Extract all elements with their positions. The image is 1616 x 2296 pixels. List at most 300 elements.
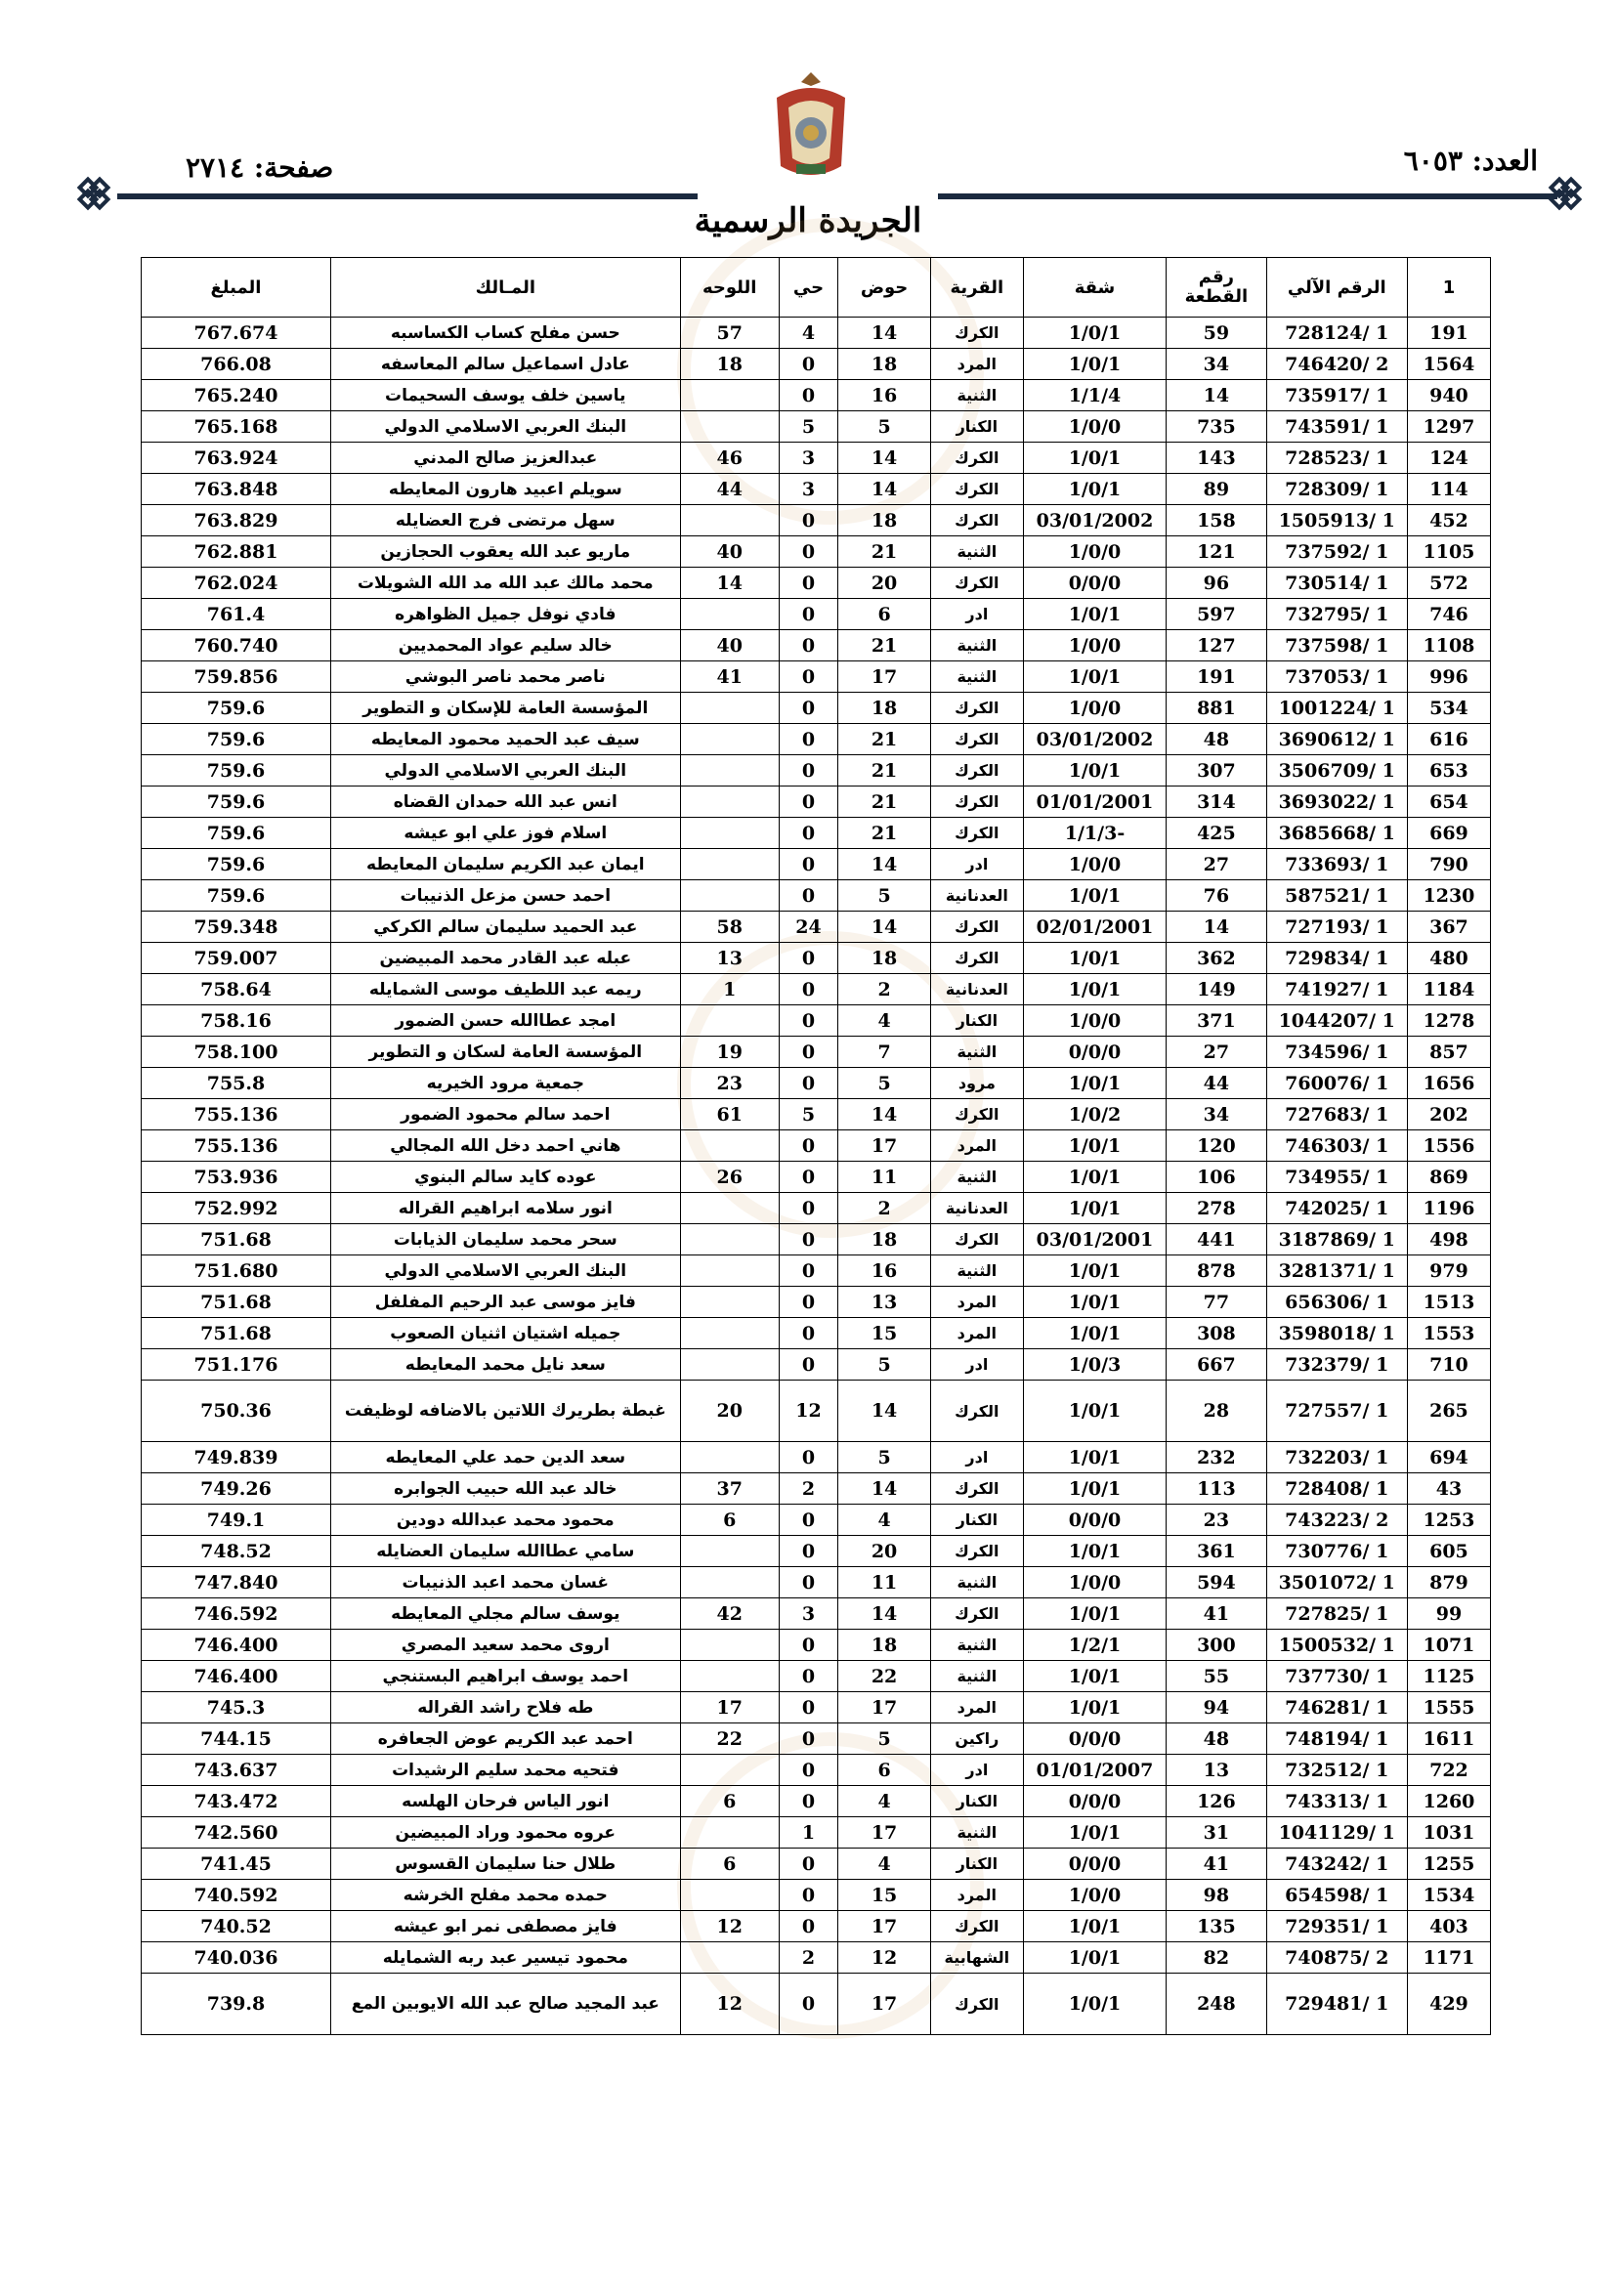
table-cell: 5 <box>779 1099 837 1130</box>
table-row <box>142 380 1491 411</box>
table-cell: 5 <box>838 1349 931 1381</box>
table-row <box>142 912 1491 943</box>
table-cell: 1/0/1 <box>1023 599 1167 630</box>
table-cell: الكرك <box>930 505 1023 536</box>
table-cell: 43 <box>1407 1473 1490 1505</box>
table-cell: 2 <box>838 974 931 1005</box>
table-cell: 1/0/1 <box>1023 1661 1167 1692</box>
table-cell: فادي نوفل جميل الظواهره <box>330 599 680 630</box>
table-cell: 96 <box>1167 568 1266 599</box>
table-cell: 308 <box>1167 1318 1266 1349</box>
table-cell: 76 <box>1167 880 1266 912</box>
table-cell: 1 /741927 <box>1266 974 1407 1005</box>
table-cell: 0 <box>779 880 837 912</box>
table-cell: 13 <box>1167 1755 1266 1786</box>
table-cell: احمد عبد الكريم عوض الجعافره <box>330 1723 680 1755</box>
table-cell: طه فلاح راشد القراله <box>330 1692 680 1723</box>
table-cell: 746.400 <box>142 1661 331 1692</box>
table-cell: 14 <box>838 1381 931 1442</box>
table-cell: 1/0/1 <box>1023 755 1167 787</box>
table-cell: 741.45 <box>142 1849 331 1880</box>
table-cell: الكنار <box>930 1005 1023 1037</box>
table-cell: 114 <box>1407 474 1490 505</box>
table-cell: 6 <box>680 1786 779 1817</box>
header-rule-right <box>938 193 1557 199</box>
table-cell: 1 /3187869 <box>1266 1224 1407 1255</box>
table-cell: انس عبد الله حمدان القضاه <box>330 787 680 818</box>
table-cell: 765.240 <box>142 380 331 411</box>
table-row <box>142 443 1491 474</box>
table-cell: 498 <box>1407 1224 1490 1255</box>
table-cell: 12 <box>680 1974 779 2035</box>
table-cell: -1/1/3 <box>1023 818 1167 849</box>
table-cell: 751.68 <box>142 1318 331 1349</box>
table-cell: العدنانية <box>930 880 1023 912</box>
table-cell: 149 <box>1167 974 1266 1005</box>
table-cell: العدنانية <box>930 1193 1023 1224</box>
table-cell: 0 <box>779 974 837 1005</box>
table-cell: 1 /728523 <box>1266 443 1407 474</box>
table-cell: 1 /742025 <box>1266 1193 1407 1224</box>
table-cell: الكرك <box>930 1536 1023 1567</box>
table-cell: 0/0/0 <box>1023 1723 1167 1755</box>
table-cell: 5 <box>838 880 931 912</box>
table-cell: ادر <box>930 599 1023 630</box>
table-cell: 21 <box>838 724 931 755</box>
table-cell: سحر محمد سليمان الذيابات <box>330 1224 680 1255</box>
table-cell: 12 <box>838 1942 931 1974</box>
table-cell: 0 <box>779 943 837 974</box>
table-row <box>142 474 1491 505</box>
table-cell: الثنية <box>930 1255 1023 1287</box>
table-cell: 202 <box>1407 1099 1490 1130</box>
table-cell: 1513 <box>1407 1287 1490 1318</box>
table-cell: 1 /732379 <box>1266 1349 1407 1381</box>
table-cell: 742.560 <box>142 1817 331 1849</box>
table-cell: 743.637 <box>142 1755 331 1786</box>
table-cell: مرود <box>930 1068 1023 1099</box>
table-row <box>142 599 1491 630</box>
table-cell: 22 <box>838 1661 931 1692</box>
table-cell: محمود محمد عبدالله دودين <box>330 1505 680 1536</box>
table-cell: 41 <box>1167 1849 1266 1880</box>
table-row <box>142 1567 1491 1598</box>
table-cell: 02/01/2001 <box>1023 912 1167 943</box>
table-row <box>142 849 1491 880</box>
table-row <box>142 787 1491 818</box>
table-cell: الكرك <box>930 318 1023 349</box>
table-cell: 44 <box>680 474 779 505</box>
table-cell: 1 /3598018 <box>1266 1318 1407 1349</box>
table-cell: 0 <box>779 849 837 880</box>
table-row <box>142 1723 1491 1755</box>
table-cell: 759.007 <box>142 943 331 974</box>
table-cell: 441 <box>1167 1224 1266 1255</box>
table-cell: 751.680 <box>142 1255 331 1287</box>
table-cell: 14 <box>838 443 931 474</box>
table-cell: 15 <box>838 1880 931 1911</box>
table-cell: 1 /748194 <box>1266 1723 1407 1755</box>
table-cell: 0 <box>779 1630 837 1661</box>
table-cell <box>680 380 779 411</box>
table-row <box>142 1911 1491 1942</box>
table-cell: 0 <box>779 1505 837 1536</box>
table-cell: الكرك <box>930 755 1023 787</box>
table-cell <box>680 1130 779 1162</box>
table-row <box>142 943 1491 974</box>
table-cell: 1 /1001224 <box>1266 693 1407 724</box>
table-cell: 1 /746281 <box>1266 1692 1407 1723</box>
table-cell: 23 <box>1167 1505 1266 1536</box>
table-row <box>142 1505 1491 1536</box>
table-cell: 758.100 <box>142 1037 331 1068</box>
table-cell: 1 /3501072 <box>1266 1567 1407 1598</box>
table-cell: ادر <box>930 1349 1023 1381</box>
table-cell <box>680 505 779 536</box>
table-cell: سامي عطاالله سليمان العضايله <box>330 1536 680 1567</box>
table-cell: 425 <box>1167 818 1266 849</box>
table-row <box>142 661 1491 693</box>
table-cell: 878 <box>1167 1255 1266 1287</box>
table-cell: انور سلامه ابراهيم القراله <box>330 1193 680 1224</box>
table-cell: 1253 <box>1407 1505 1490 1536</box>
table-cell: احمد يوسف ابراهيم البستنجي <box>330 1661 680 1692</box>
table-cell: 1/0/1 <box>1023 1162 1167 1193</box>
table-cell: 747.840 <box>142 1567 331 1598</box>
table-cell: الكرك <box>930 1911 1023 1942</box>
table-cell: 0 <box>779 568 837 599</box>
table-cell: 98 <box>1167 1880 1266 1911</box>
table-cell: 1/0/1 <box>1023 1817 1167 1849</box>
table-cell: المرد <box>930 349 1023 380</box>
table-cell: عبد الحميد سليمان سالم الكركي <box>330 912 680 943</box>
table-cell: 0 <box>779 380 837 411</box>
table-cell: 1 /743242 <box>1266 1849 1407 1880</box>
table-cell <box>680 599 779 630</box>
table-cell: 1/0/1 <box>1023 943 1167 974</box>
table-cell: عبله عبد القادر محمد المبيضين <box>330 943 680 974</box>
table-cell: 20 <box>838 568 931 599</box>
table-cell: طلال حنا سليمان القسوس <box>330 1849 680 1880</box>
table-cell: 13 <box>838 1287 931 1318</box>
table-row <box>142 1068 1491 1099</box>
table-cell: 26 <box>680 1162 779 1193</box>
table-cell: غسان محمد اعبد الذنيبات <box>330 1567 680 1598</box>
table-cell: 1/0/1 <box>1023 661 1167 693</box>
table-cell: 1556 <box>1407 1130 1490 1162</box>
table-cell: 0 <box>779 1068 837 1099</box>
table-row <box>142 1193 1491 1224</box>
table-cell: 126 <box>1167 1786 1266 1817</box>
table-cell: 2 <box>779 1942 837 1974</box>
table-cell: 1/0/2 <box>1023 1099 1167 1130</box>
table-row <box>142 1099 1491 1130</box>
table-cell: 0 <box>779 1037 837 1068</box>
table-cell: 1/0/0 <box>1023 1567 1167 1598</box>
table-row <box>142 568 1491 599</box>
table-cell: 755.136 <box>142 1130 331 1162</box>
table-cell: 113 <box>1167 1473 1266 1505</box>
table-cell: 746 <box>1407 599 1490 630</box>
table-cell <box>680 1224 779 1255</box>
table-cell: 58 <box>680 912 779 943</box>
table-cell: 2 /740875 <box>1266 1942 1407 1974</box>
table-cell: 4 <box>838 1005 931 1037</box>
table-cell: 1 /1041129 <box>1266 1817 1407 1849</box>
table-row <box>142 818 1491 849</box>
table-cell: 1108 <box>1407 630 1490 661</box>
table-cell: 314 <box>1167 787 1266 818</box>
coat-of-arms-icon <box>767 68 855 186</box>
table-cell: 0 <box>779 1442 837 1473</box>
table-cell: 1260 <box>1407 1786 1490 1817</box>
table-row <box>142 1817 1491 1849</box>
table-cell: 6 <box>838 1755 931 1786</box>
table-cell <box>680 880 779 912</box>
table-cell: 743.472 <box>142 1786 331 1817</box>
table-cell: جمعية مرود الخيريه <box>330 1068 680 1099</box>
col-header: المبلغ <box>142 258 331 318</box>
table-cell: 14 <box>838 1099 931 1130</box>
table-cell: 1/0/1 <box>1023 1536 1167 1567</box>
table-cell: 1/0/1 <box>1023 1255 1167 1287</box>
table-cell: 15 <box>838 1318 931 1349</box>
table-cell: احمد حسن مزعل الذنيبات <box>330 880 680 912</box>
table-row <box>142 349 1491 380</box>
table-cell: 20 <box>680 1381 779 1442</box>
table-cell: 21 <box>838 755 931 787</box>
table-cell: 18 <box>838 1224 931 1255</box>
table-cell: 40 <box>680 630 779 661</box>
table-cell: 1 /737598 <box>1266 630 1407 661</box>
table-cell: 0 <box>779 1287 837 1318</box>
table-cell: 0 <box>779 1880 837 1911</box>
table-cell <box>680 693 779 724</box>
table-cell: 1/0/1 <box>1023 1068 1167 1099</box>
table-cell: 191 <box>1407 318 1490 349</box>
table-cell: 759.856 <box>142 661 331 693</box>
table-cell: 755.136 <box>142 1099 331 1130</box>
table-cell: 1611 <box>1407 1723 1490 1755</box>
table-cell: 21 <box>838 536 931 568</box>
table-cell: 1196 <box>1407 1193 1490 1224</box>
table-cell: 1/0/1 <box>1023 1193 1167 1224</box>
table-cell: 4 <box>838 1786 931 1817</box>
table-cell: 758.64 <box>142 974 331 1005</box>
table-cell: 735 <box>1167 411 1266 443</box>
table-cell: 03/01/2002 <box>1023 505 1167 536</box>
table-cell: 452 <box>1407 505 1490 536</box>
table-cell: 1 /734596 <box>1266 1037 1407 1068</box>
table-cell: خالد عبد الله حبيب الجوابره <box>330 1473 680 1505</box>
table-cell: البنك العربي الاسلامي الدولي <box>330 411 680 443</box>
table-cell: 1 /3693022 <box>1266 787 1407 818</box>
table-cell: سعد الدين حمد علي المعايطه <box>330 1442 680 1473</box>
col-header: رقم القطعة <box>1167 258 1266 318</box>
table-cell: الكرك <box>930 818 1023 849</box>
table-cell: 232 <box>1167 1442 1266 1473</box>
table-cell: الكرك <box>930 1598 1023 1630</box>
table-cell: 0 <box>779 661 837 693</box>
table-cell: ريمه عبد اللطيف موسى الشمايله <box>330 974 680 1005</box>
table-cell: راكين <box>930 1723 1023 1755</box>
col-header: حوض <box>838 258 931 318</box>
table-cell: 19 <box>680 1037 779 1068</box>
table-cell: 759.6 <box>142 693 331 724</box>
table-cell: 48 <box>1167 1723 1266 1755</box>
table-cell: 1 /732795 <box>1266 599 1407 630</box>
table-cell: 1 /728309 <box>1266 474 1407 505</box>
table-cell: 1 /729834 <box>1266 943 1407 974</box>
table-cell: 1 /1044207 <box>1266 1005 1407 1037</box>
table-cell: 94 <box>1167 1692 1266 1723</box>
table-cell: 18 <box>838 505 931 536</box>
table-cell: 57 <box>680 318 779 349</box>
table-cell: 6 <box>680 1849 779 1880</box>
table-cell: 0 <box>779 1536 837 1567</box>
table-cell: 1/0/1 <box>1023 1692 1167 1723</box>
table-cell: 765.168 <box>142 411 331 443</box>
table-cell <box>680 1287 779 1318</box>
table-cell: 763.924 <box>142 443 331 474</box>
table-cell: الكنار <box>930 1786 1023 1817</box>
table-row <box>142 318 1491 349</box>
table-cell: 1553 <box>1407 1318 1490 1349</box>
table-cell: 1 /1505913 <box>1266 505 1407 536</box>
table-cell: 1171 <box>1407 1942 1490 1974</box>
table-cell: سويلم اعبيد هارون المعايطه <box>330 474 680 505</box>
table-cell: 24 <box>779 912 837 943</box>
table-cell: البنك العربي الاسلامي الدولي <box>330 1255 680 1287</box>
table-cell: الثنية <box>930 1630 1023 1661</box>
table-header-row <box>142 258 1491 318</box>
table-cell: المؤسسة العامة للإسكان و التطوير <box>330 693 680 724</box>
table-cell: 594 <box>1167 1567 1266 1598</box>
table-row <box>142 1786 1491 1817</box>
table-row <box>142 1349 1491 1381</box>
table-row <box>142 1287 1491 1318</box>
table-cell: 307 <box>1167 755 1266 787</box>
table-cell: الكرك <box>930 724 1023 755</box>
table-cell: الكرك <box>930 1974 1023 2035</box>
table-cell: 120 <box>1167 1130 1266 1162</box>
table-row <box>142 536 1491 568</box>
table-cell: 1564 <box>1407 349 1490 380</box>
table-cell: 1534 <box>1407 1880 1490 1911</box>
table-cell: 21 <box>838 787 931 818</box>
table-cell: 0/0/0 <box>1023 1786 1167 1817</box>
table-cell: 1 /728408 <box>1266 1473 1407 1505</box>
table-cell: الكرك <box>930 443 1023 474</box>
table-cell: اروى محمد سعيد المصري <box>330 1630 680 1661</box>
col-header: شقة <box>1023 258 1167 318</box>
table-cell: 5 <box>838 1723 931 1755</box>
table-cell: 762.024 <box>142 568 331 599</box>
table-cell: الكرك <box>930 693 1023 724</box>
table-row <box>142 1692 1491 1723</box>
table-cell <box>680 1442 779 1473</box>
table-cell: الكرك <box>930 787 1023 818</box>
table-cell: 3 <box>779 1598 837 1630</box>
table-cell: 1/0/0 <box>1023 1880 1167 1911</box>
table-cell: 1 /3685668 <box>1266 818 1407 849</box>
table-cell: ناصر محمد ناصر البوشي <box>330 661 680 693</box>
table-cell: 14 <box>838 318 931 349</box>
table-cell: الكرك <box>930 1473 1023 1505</box>
table-cell: 1/0/0 <box>1023 630 1167 661</box>
table-cell: 44 <box>1167 1068 1266 1099</box>
table-cell: 18 <box>680 349 779 380</box>
table-cell: 17 <box>680 1692 779 1723</box>
table-cell: 0 <box>779 630 837 661</box>
table-cell: 0 <box>779 1318 837 1349</box>
table-cell: 367 <box>1407 912 1490 943</box>
table-cell: فتحيه محمد سليم الرشيدات <box>330 1755 680 1786</box>
table-cell: حسن مفلح كساب الكساسبه <box>330 318 680 349</box>
table-row <box>142 974 1491 1005</box>
table-cell: 996 <box>1407 661 1490 693</box>
table-cell <box>680 787 779 818</box>
table-cell: 1 /3506709 <box>1266 755 1407 787</box>
table-cell: 0 <box>779 818 837 849</box>
table-cell <box>680 755 779 787</box>
table-cell: 1 /730776 <box>1266 1536 1407 1567</box>
table-cell <box>680 1567 779 1598</box>
table-cell: الثنية <box>930 536 1023 568</box>
table-cell: 1/0/1 <box>1023 1287 1167 1318</box>
table-cell: 759.6 <box>142 787 331 818</box>
table-cell: 1184 <box>1407 974 1490 1005</box>
table-cell: 41 <box>1167 1598 1266 1630</box>
table-cell: 0 <box>779 1974 837 2035</box>
table-cell: 1125 <box>1407 1661 1490 1692</box>
table-cell: 740.592 <box>142 1880 331 1911</box>
table-cell: 0 <box>779 1255 837 1287</box>
table-cell: 940 <box>1407 380 1490 411</box>
table-cell: 748.52 <box>142 1536 331 1567</box>
table-cell: الكرك <box>930 943 1023 974</box>
table-cell <box>680 1942 779 1974</box>
table-cell: 0/0/0 <box>1023 1849 1167 1880</box>
table-cell: 869 <box>1407 1162 1490 1193</box>
table-cell: 1 /743313 <box>1266 1786 1407 1817</box>
table-cell: 14 <box>838 912 931 943</box>
table-cell: 751.68 <box>142 1224 331 1255</box>
table-cell: 27 <box>1167 1037 1266 1068</box>
table-cell: 143 <box>1167 443 1266 474</box>
gazette-header <box>0 0 1616 259</box>
table-cell: 17 <box>838 1130 931 1162</box>
table-cell: 1 /656306 <box>1266 1287 1407 1318</box>
table-cell: خالد سليم عواد المحمديين <box>330 630 680 661</box>
table-cell: 1/0/1 <box>1023 318 1167 349</box>
table-cell: 106 <box>1167 1162 1266 1193</box>
table-cell: احمد سالم محمود الضمور <box>330 1099 680 1130</box>
table-cell: 03/01/2001 <box>1023 1224 1167 1255</box>
table-cell: سهل مرتضى فرج العضايله <box>330 505 680 536</box>
table-cell: 21 <box>838 818 931 849</box>
table-cell: الكرك <box>930 568 1023 599</box>
table-cell: 751.176 <box>142 1349 331 1381</box>
table-cell: 1555 <box>1407 1692 1490 1723</box>
table-cell: 4 <box>838 1505 931 1536</box>
table-cell: 1/0/1 <box>1023 443 1167 474</box>
table-cell: 1 /732512 <box>1266 1755 1407 1786</box>
table-cell: سيف عبد الحميد محمود المعايطه <box>330 724 680 755</box>
table-cell: 760.740 <box>142 630 331 661</box>
table-cell: 1 /737730 <box>1266 1661 1407 1692</box>
table-cell: 1656 <box>1407 1068 1490 1099</box>
